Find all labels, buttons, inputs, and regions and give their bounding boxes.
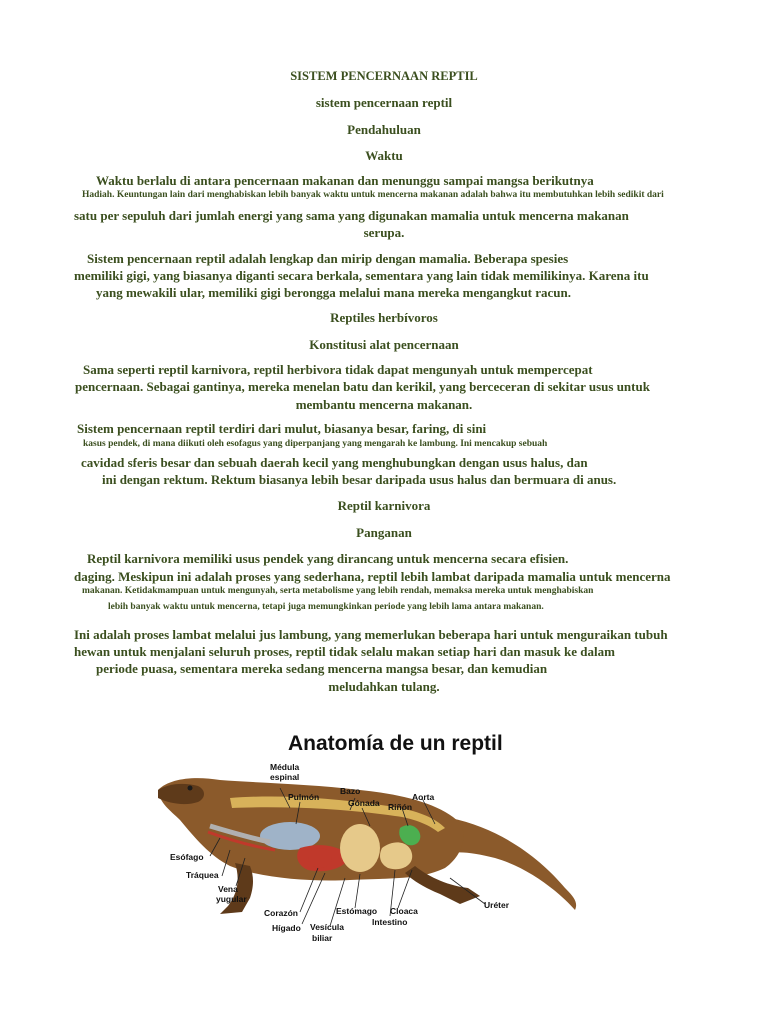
- label-vena-line2: yugular: [216, 894, 247, 904]
- paragraph-line: serupa.: [363, 225, 405, 240]
- label-bazo: Bazo: [340, 786, 361, 796]
- label-intestino: Intestino: [372, 917, 408, 927]
- paragraph-line: Waktu berlalu di antara pencernaan makanan dan menunggu sampai mangsa berikutnya: [96, 173, 594, 188]
- paragraph-line: kasus pendek, di mana diikuti oleh esofagus yang diperpanjang yang mengarah ke lambung. Ini mencakup sebuah: [83, 439, 548, 449]
- reptile-back-leg: [405, 866, 480, 904]
- label-ureter: Uréter: [484, 900, 510, 910]
- paragraph-line: ini dengan rektum. Rektum biasanya lebih besar daripada usus halus dan bermuara di anus.: [102, 472, 617, 487]
- heading-reptil-karnivora: Reptil karnivora: [337, 498, 431, 513]
- label-medula-line2: espinal: [270, 772, 300, 782]
- label-esofago: Esófago: [170, 852, 204, 862]
- label-corazon: Corazón: [264, 908, 298, 918]
- reptile-anatomy-figure: [150, 728, 590, 958]
- label-vesicula-line1: Vesícula: [310, 922, 345, 932]
- heart-organ: [308, 848, 332, 868]
- paragraph-line: yang mewakili ular, memiliki gigi berongga melalui mana mereka mengangkut racun.: [96, 285, 572, 300]
- label-higado: Hígado: [272, 923, 301, 933]
- paragraph-line: pencernaan. Sebagai gantinya, mereka menelan batu dan kerikil, yang berceceran di sekitar usus untuk: [75, 379, 650, 394]
- paragraph-line: Reptil karnivora memiliki usus pendek yang dirancang untuk mencerna secara efisien.: [87, 551, 569, 566]
- label-gonada: Gónada: [348, 798, 380, 808]
- paragraph-line: memiliki gigi, yang biasanya diganti secara berkala, sementara yang lain tidak memilikinya. Karena itu: [74, 268, 649, 283]
- doc-subtitle: sistem pencernaan reptil: [315, 95, 453, 110]
- paragraph-line: Ini adalah proses lambat melalui jus lambung, yang memerlukan beberapa hari untuk menguraikan tubuh: [74, 627, 668, 642]
- paragraph-line: periode puasa, sementara mereka sedang mencerna mangsa besar, dan kemudian: [96, 661, 548, 676]
- label-vesicula-line2: biliar: [312, 933, 333, 943]
- label-medula-line1: Médula: [270, 762, 300, 772]
- paragraph-line: makanan. Ketidakmampuan untuk mengunyah, serta metabolisme yang lebih rendah, memaksa mereka untuk menghabiskan: [82, 586, 594, 596]
- heading-pendahuluan: Pendahuluan: [347, 122, 421, 137]
- label-traquea: Tráquea: [186, 870, 219, 880]
- reptile-eye: [188, 786, 193, 791]
- heading-panganan: Panganan: [356, 525, 412, 540]
- label-cloaca: Cloaca: [390, 906, 418, 916]
- paragraph-line: membantu mencerna makanan.: [295, 397, 473, 412]
- label-vena-line1: Vena: [218, 884, 238, 894]
- paragraph-line: daging. Meskipun ini adalah proses yang sederhana, reptil lebih lambat daripada mamalia untuk mencerna: [74, 569, 671, 584]
- paragraph-line: cavidad sferis besar dan sebuah daerah kecil yang menghubungkan dengan usus halus, dan: [81, 455, 588, 470]
- label-estomago: Estómago: [336, 906, 378, 916]
- reptile-anatomy-illustration: [150, 728, 590, 958]
- heading-konstitusi: Konstitusi alat pencernaan: [309, 337, 459, 352]
- label-rinon: Riñón: [388, 802, 413, 812]
- paragraph-line: lebih banyak waktu untuk mencerna, tetapi juga memungkinkan periode yang lebih lama antara makanan.: [108, 602, 544, 612]
- paragraph-line: Sistem pencernaan reptil adalah lengkap dan mirip dengan mamalia. Beberapa spesies: [87, 251, 569, 266]
- label-pulmon: Pulmón: [288, 792, 320, 802]
- figure-title: Anatomía de un reptil: [288, 732, 503, 755]
- paragraph-line: hewan untuk menjalani seluruh proses, reptil tidak selalu makan setiap hari dan masuk ke dalam: [74, 644, 615, 659]
- doc-title: SISTEM PENCERNAAN REPTIL: [290, 69, 478, 83]
- stomach-organ: [340, 824, 380, 872]
- heading-reptiles-herbivoros: Reptiles herbívoros: [330, 310, 438, 325]
- label-aorta: Aorta: [412, 792, 435, 802]
- intestine-organ: [380, 842, 412, 869]
- paragraph-line: Sama seperti reptil karnivora, reptil herbivora tidak dapat mengunyah untuk mempercepat: [83, 362, 593, 377]
- paragraph-line: satu per sepuluh dari jumlah energi yang sama yang digunakan mamalia untuk mencerna makanan: [74, 208, 629, 223]
- heading-waktu: Waktu: [365, 148, 403, 163]
- paragraph-line: Sistem pencernaan reptil terdiri dari mulut, biasanya besar, faring, di sini: [77, 421, 487, 436]
- paragraph-line: meludahkan tulang.: [328, 679, 440, 694]
- paragraph-line: Hadiah. Keuntungan lain dari menghabiskan lebih banyak waktu untuk mencerna makanan adalah bahwa itu membutuhkan lebih sedikit dari: [82, 190, 664, 200]
